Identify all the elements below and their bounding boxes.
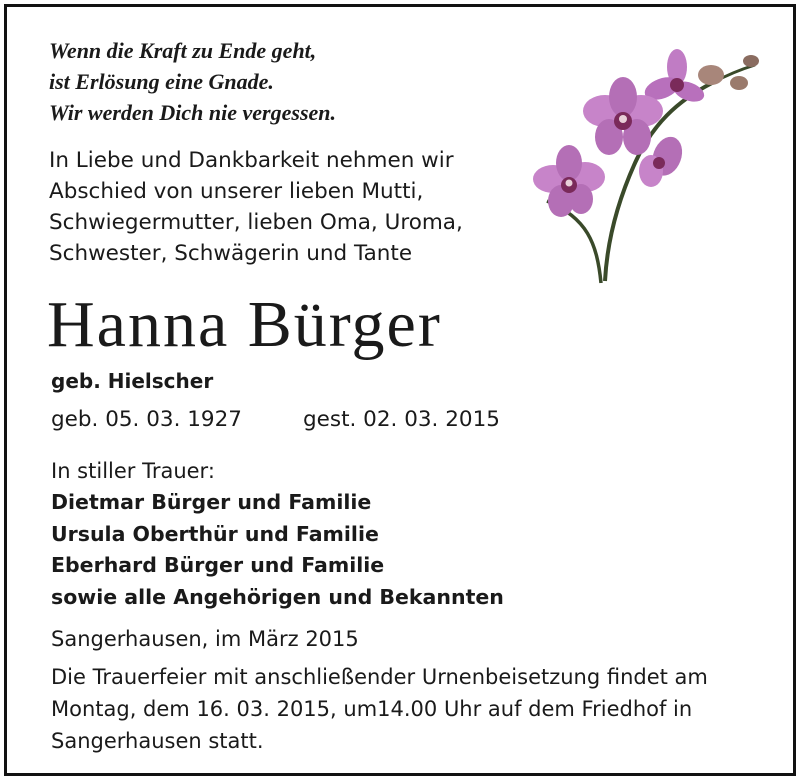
intro-line: Schwester, Schwägerin und Tante <box>49 241 413 266</box>
place-and-date: Sangerhausen, im März 2015 <box>51 627 359 651</box>
verse-line: Wenn die Kraft zu Ende geht, <box>49 38 317 63</box>
intro-line: Schwiegermutter, lieben Oma, Uroma, <box>49 210 463 235</box>
maiden-name: geb. Hielscher <box>51 369 214 393</box>
obituary-card <box>4 4 796 776</box>
mourner-line: Eberhard Bürger und Familie <box>51 553 385 577</box>
intro-line: Abschied von unserer lieben Mutti, <box>49 179 424 204</box>
life-dates <box>51 407 500 432</box>
mourning-intro: In stiller Trauer: <box>51 459 215 483</box>
mourner-line: Dietmar Bürger und Familie <box>51 490 372 514</box>
birth-date: geb. 05. 03. 1927 <box>51 407 242 432</box>
verse-line: Wir werden Dich nie vergessen. <box>49 100 337 125</box>
intro-line: In Liebe und Dankbarkeit nehmen wir <box>49 148 454 173</box>
mourner-line: sowie alle Angehörigen und Bekannten <box>51 584 504 609</box>
deceased-name: Hanna Bürger <box>47 288 442 361</box>
memorial-verse <box>49 35 336 128</box>
mourner-line: Ursula Oberthür und Familie <box>51 521 379 546</box>
service-line: Die Trauerfeier mit anschließender Urnenbeisetzung findet am <box>51 665 708 689</box>
death-date: gest. 02. 03. 2015 <box>303 407 500 432</box>
orchid-icon <box>527 43 777 293</box>
mourners-list <box>51 487 504 613</box>
farewell-intro <box>49 145 463 269</box>
verse-line: ist Erlösung eine Gnade. <box>49 69 274 94</box>
service-line: Sangerhausen statt. <box>51 729 264 753</box>
funeral-service-info <box>51 661 708 757</box>
service-line: Montag, dem 16. 03. 2015, um14.00 Uhr auf dem Friedhof in <box>51 697 693 721</box>
